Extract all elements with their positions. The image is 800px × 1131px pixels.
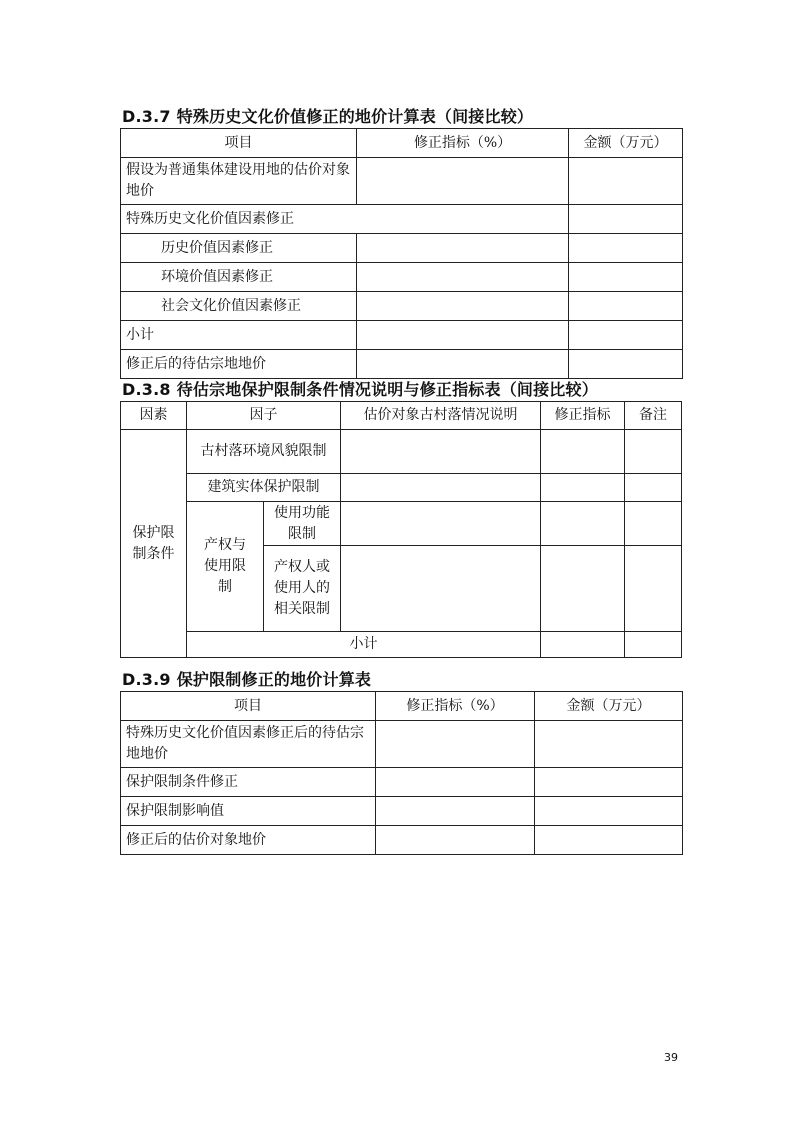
table1-cell	[357, 350, 569, 379]
table1-cell	[357, 292, 569, 321]
table2-subtotal-label: 小计	[187, 632, 541, 658]
table1-cell	[569, 350, 683, 379]
table3-heading	[122, 667, 371, 690]
table1-heading	[122, 104, 533, 127]
table2-header-description: 估价对象古村落情况说明	[341, 402, 541, 430]
table3-cell	[535, 721, 683, 768]
table3-header-amount: 金额（万元）	[535, 692, 683, 721]
table1-row-label: 小计	[121, 321, 357, 350]
table1-row-label: 历史价值因素修正	[121, 234, 357, 263]
table3-row-label: 保护限制条件修正	[121, 768, 376, 797]
table1-cell	[357, 321, 569, 350]
table2-cell	[341, 502, 541, 546]
table2-cell	[625, 474, 682, 502]
table1-cell	[569, 263, 683, 292]
table1-cell	[357, 263, 569, 292]
table2-cell	[541, 430, 625, 474]
table2-subitem-label: 使用功能限制	[264, 502, 341, 546]
table2-number: D.3.8	[122, 380, 171, 399]
table3-title: 保护限制修正的地价计算表	[176, 670, 372, 689]
table1-title: 特殊历史文化价值修正的地价计算表（间接比较）	[176, 107, 534, 126]
table1-cell	[569, 158, 683, 205]
table2-cell	[541, 632, 625, 658]
table3-header-index: 修正指标（%）	[376, 692, 535, 721]
table1-header-item: 项目	[121, 129, 357, 158]
table1-row-label: 环境价值因素修正	[121, 263, 357, 292]
page-number: 39	[664, 1051, 678, 1064]
table1-cell	[569, 205, 683, 234]
table2-heading	[122, 377, 598, 400]
table2-cell	[341, 474, 541, 502]
table1-cell	[357, 234, 569, 263]
table2-cell	[625, 502, 682, 546]
table3-cell	[376, 826, 535, 855]
table2-cell	[625, 632, 682, 658]
table1-header-amount: 金额（万元）	[569, 129, 683, 158]
table1-row-label: 修正后的待估宗地地价	[121, 350, 357, 379]
table1-row-label: 社会文化价值因素修正	[121, 292, 357, 321]
table3-cell	[376, 768, 535, 797]
table3-header-item: 项目	[121, 692, 376, 721]
table2	[120, 401, 682, 658]
table2-cell	[625, 430, 682, 474]
table3-cell	[535, 768, 683, 797]
table1-row-label: 特殊历史文化价值因素修正	[121, 205, 569, 234]
table2-header-remark: 备注	[625, 402, 682, 430]
table1-cell	[569, 292, 683, 321]
table1-row-label: 假设为普通集体建设用地的估价对象地价	[121, 158, 357, 205]
table3-cell	[376, 797, 535, 826]
table2-item-label: 建筑实体保护限制	[187, 474, 341, 502]
table2-header-item: 因子	[187, 402, 341, 430]
table2-header-factor: 因素	[121, 402, 187, 430]
table1-number: D.3.7	[122, 107, 171, 126]
table3	[120, 691, 683, 855]
table2-header-index: 修正指标	[541, 402, 625, 430]
table1	[120, 128, 683, 379]
table2-title: 待估宗地保护限制条件情况说明与修正指标表（间接比较）	[176, 380, 598, 399]
table1-cell	[569, 234, 683, 263]
table2-cell	[541, 474, 625, 502]
table3-row-label: 保护限制影响值	[121, 797, 376, 826]
table2-cell	[341, 430, 541, 474]
table2-cell	[541, 546, 625, 632]
table2-group-label: 产权与使用限制	[187, 502, 264, 632]
table2-factor-label: 保护限制条件	[121, 430, 187, 658]
table1-cell	[357, 158, 569, 205]
table3-cell	[535, 826, 683, 855]
table2-cell	[625, 546, 682, 632]
table1-cell	[569, 321, 683, 350]
table2-subitem-label: 产权人或使用人的相关限制	[264, 546, 341, 632]
table1-header-index: 修正指标（%）	[357, 129, 569, 158]
table3-row-label: 特殊历史文化价值因素修正后的待估宗地地价	[121, 721, 376, 768]
table2-cell	[541, 502, 625, 546]
table2-item-label: 古村落环境风貌限制	[187, 430, 341, 474]
table3-number: D.3.9	[122, 670, 171, 689]
table2-cell	[341, 546, 541, 632]
table3-row-label: 修正后的估价对象地价	[121, 826, 376, 855]
table3-cell	[376, 721, 535, 768]
table3-cell	[535, 797, 683, 826]
